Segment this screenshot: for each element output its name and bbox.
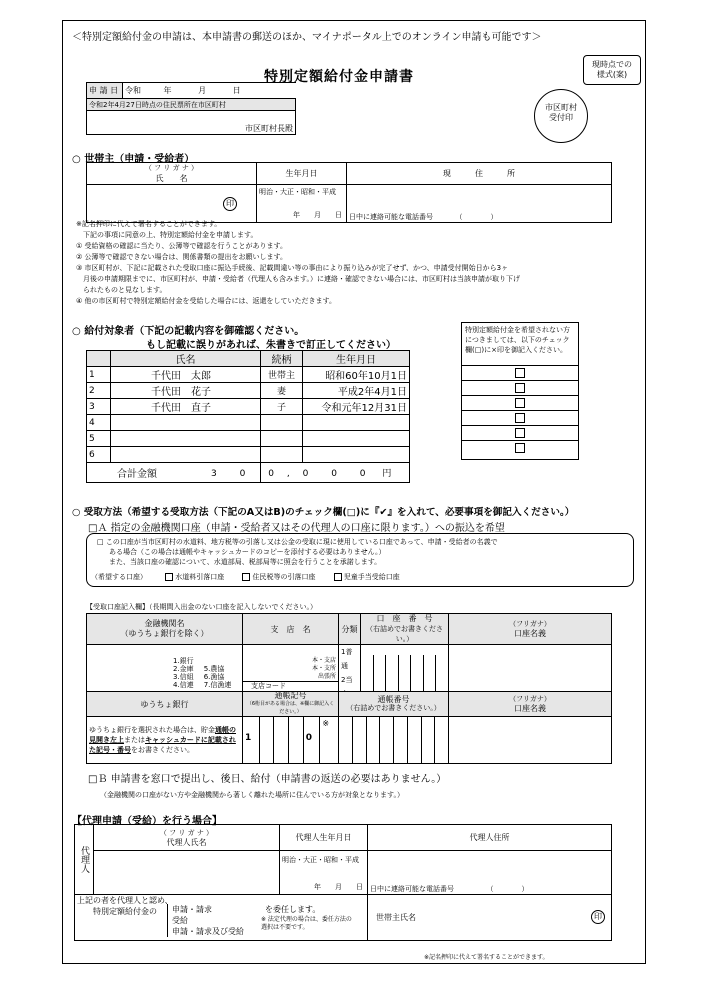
recipient-name[interactable]: 千代田 太郎: [111, 367, 261, 383]
yucho-note: [87, 717, 243, 764]
branch-code-label: 支店コード: [243, 681, 338, 690]
optout-note: 特別定額給付金を希望されない方につきましては、以下のチェック欄(□)に×印を御記入ください。: [462, 323, 578, 366]
option-b-note: （金融機関の口座がない方や金融機関から著しく離れた場所に住んでいる方が対象となります。）: [100, 791, 404, 799]
account-heading: 【受取口座記入欄】（長期間入出金のない口座を記入しないでください。）: [86, 603, 317, 611]
bank-type: 3.信組: [173, 673, 194, 681]
stamp-line-2: 受付印: [549, 113, 573, 122]
recipient-dob[interactable]: 昭和60年10月1日: [303, 367, 410, 383]
bank-type: 1.銀行: [173, 657, 194, 665]
recipients-section-title-2: もし記載に誤りがあれば、朱書きで訂正してください）: [146, 340, 396, 351]
yen-unit: 円: [382, 469, 392, 479]
yucho-table: [86, 691, 612, 764]
recipient-relation[interactable]: [261, 415, 303, 431]
passbook-number-label: 通帳番号: [377, 695, 410, 704]
acct-col-label: 口 座 番 号: [376, 614, 433, 623]
householder-name-label: 氏 名: [87, 173, 257, 185]
total-amount: [211, 463, 410, 483]
passbook-symbol-label: 通帳記号: [274, 691, 307, 700]
optout-row: [462, 396, 578, 411]
yucho-holder-col: [449, 692, 612, 717]
bank-type: 5.農協: [203, 665, 225, 673]
passbook-number-col: [339, 692, 449, 717]
row-no: 5: [87, 431, 111, 447]
proxy-address-label: 代理人住所: [368, 825, 612, 851]
bank-col: [87, 614, 243, 645]
table-row: [87, 383, 410, 399]
apply-date-month: 月: [198, 86, 207, 95]
delegation-option[interactable]: 申請・請求及び受給: [172, 927, 244, 936]
recipients-table: [86, 350, 410, 483]
proxy-name-label: 代理人氏名: [166, 837, 207, 847]
delegation-line-2: 特別定額給付金の: [93, 907, 157, 916]
table-row: [87, 399, 410, 415]
holder-col-label: 口座名義: [514, 629, 546, 638]
bank-col-sub: （ゆうちょ銀行を除く）: [120, 629, 209, 638]
proxy-era-options: 明治・大正・昭和・平成: [282, 856, 359, 864]
recipient-name[interactable]: [111, 431, 261, 447]
householder-dob-field[interactable]: [257, 185, 347, 223]
draft-version-box: [583, 55, 641, 85]
apply-date-day: 日: [232, 86, 241, 95]
col-name: 氏名: [111, 351, 261, 367]
householder-section-title: ○ 世帯主（申請・受給者）: [72, 154, 195, 165]
recipients-section-title: ○ 給付対象者（下記の記載内容を御確認ください。: [72, 326, 305, 337]
holder-col-label: 口座名義: [514, 704, 546, 713]
optout-checkbox[interactable]: [515, 383, 525, 393]
recipient-name[interactable]: [111, 447, 261, 463]
householder-phone-label: 日中に連絡可能な電話番号: [349, 213, 433, 221]
householder-note: 下記の事項に同意の上、特別定額給付金を申請します。: [76, 231, 258, 239]
delegation-note: ※ 法定代理の場合は、委任方法の選択は不要です。: [261, 916, 352, 931]
householder-table: [86, 162, 612, 223]
recipient-dob[interactable]: [303, 431, 410, 447]
col-dob: 生年月日: [303, 351, 410, 367]
proxy-side-label: 代理人: [75, 825, 94, 895]
desired-option[interactable]: [334, 573, 400, 581]
desired-account-label: （希望する口座）: [91, 573, 147, 581]
recipient-dob[interactable]: [303, 447, 410, 463]
optout-checkbox[interactable]: [515, 413, 525, 423]
public-account-line-1[interactable]: □ この口座が当市区町村の水道料、地方税等の引落し又は公金の受取に現に使用している口座であって、申請・受給者の名義で: [97, 538, 498, 546]
optout-row: [462, 381, 578, 396]
addressee[interactable]: 市区町村長殿: [87, 111, 296, 135]
checkbox[interactable]: [165, 573, 173, 581]
proxy-address-field[interactable]: [368, 851, 612, 895]
desired-option-label: 住民税等の引落口座: [252, 573, 316, 581]
passbook-symbol-sub: （6桁目がある場合は、※欄に御記入ください。）: [246, 701, 335, 715]
total-digit: 0: [331, 469, 337, 479]
optout-row: [462, 426, 578, 441]
proxy-name-col: [94, 825, 280, 851]
table-row: [87, 367, 410, 383]
receipt-section-title: ○ 受取方法（希望する受取方法（下記のA又はB)のチェック欄(□)に『✔』を入れて、必要事項を御記入ください。）: [72, 507, 575, 518]
proxy-dob-label: 代理人生年月日: [280, 825, 368, 851]
row-no: 2: [87, 383, 111, 399]
proxy-section-title: 【代理申請（受給）を行う場合】: [72, 816, 222, 827]
householder-note: ① 受給資格の確認に当たり、公簿等で確認を行うことがあります。: [76, 242, 287, 250]
public-account-line-3: また、当該口座の確認について、水道部局、税部局等に照会を行うことを承諾します。: [109, 558, 382, 566]
acct-col: [361, 614, 449, 645]
checkbox[interactable]: [242, 573, 250, 581]
householder-era-options: 明治・大正・昭和・平成: [259, 188, 336, 196]
recipient-relation[interactable]: 子: [261, 399, 303, 415]
desired-option[interactable]: [242, 573, 315, 581]
optout-row: [462, 366, 578, 381]
bank-type: 6.漁協: [203, 673, 225, 681]
householder-address-field[interactable]: [347, 185, 612, 223]
optout-checkbox[interactable]: [515, 443, 525, 453]
holder-col: [449, 614, 612, 645]
yucho-label: ゆうちょ銀行: [87, 692, 243, 717]
row-no: 6: [87, 447, 111, 463]
optout-checkbox[interactable]: [515, 428, 525, 438]
desired-option-label: 水道料引落口座: [175, 573, 225, 581]
desired-option[interactable]: [165, 573, 224, 581]
seal-mark-icon: 印: [223, 197, 237, 211]
holder-furigana: （フリガナ）: [509, 695, 551, 703]
delegation-line-1: 上記の者を代理人と認め、: [77, 896, 173, 905]
table-row: [87, 431, 410, 447]
householder-note: ④ 他の市区町村で特別定額給付金を受給した場合には、返還をしていただきます。: [76, 297, 336, 305]
yucho-holder-field[interactable]: [449, 717, 612, 764]
table-row: [87, 447, 410, 463]
account-type: 2当座: [341, 676, 353, 698]
householder-signature-field[interactable]: [368, 895, 612, 941]
branch-type: 本・支店: [311, 656, 336, 664]
householder-dob-label: 生年月日: [257, 163, 347, 185]
bank-account-table: [86, 613, 612, 702]
public-account-line-2: ある場合（この場合は通帳やキャッシュカードのコピーを添付する必要はありません。）: [109, 548, 386, 556]
apply-date-era: 令和: [125, 86, 141, 95]
recipient-dob[interactable]: [303, 415, 410, 431]
online-notice: ＜特別定額給付金の申請は、本申請書の郵送のほか、マイナポータル上でのオンライン申請も可能です＞: [72, 32, 542, 43]
form-title: 特別定額給付金申請書: [264, 69, 414, 85]
desired-account-row: [91, 572, 400, 582]
proxy-table: [74, 824, 612, 941]
row-no: 1: [87, 367, 111, 383]
option-b[interactable]: □Ｂ 申請書を窓口で提出し、後日、給付（申請書の返送の必要はありません。）: [88, 774, 447, 785]
stamp-line-1: 市区町村: [545, 103, 577, 112]
recipient-name[interactable]: [111, 415, 261, 431]
recipient-name[interactable]: 千代田 直子: [111, 399, 261, 415]
yucho-note-text: または: [124, 736, 145, 744]
total-digit: 0: [359, 469, 366, 479]
apply-date-field[interactable]: [123, 83, 296, 99]
householder-furigana: （ フ リ ガ ナ ）: [87, 163, 257, 174]
yucho-note-bold: 通帳の見開き左上: [89, 726, 236, 744]
recipient-dob[interactable]: 令和元年12月31日: [303, 399, 410, 415]
apply-date-label: 申 請 日: [87, 83, 123, 99]
footnote: ※記名押印に代えて署名することができます。: [424, 954, 549, 961]
total-digit: ,: [286, 469, 290, 479]
proxy-phone-label: 日中に連絡可能な電話番号: [370, 885, 454, 893]
total-digit: 0: [239, 469, 246, 479]
version-line-2: 様式(案): [596, 70, 628, 79]
reception-stamp: [534, 89, 588, 143]
holder-furigana: （フリガナ）: [509, 620, 551, 628]
recipient-relation[interactable]: [261, 431, 303, 447]
recipient-relation[interactable]: [261, 447, 303, 463]
symbol-asterisk: ※: [322, 719, 330, 728]
total-digit: 0: [302, 469, 309, 479]
type-col: 分類: [339, 614, 361, 645]
apply-date-year: 年: [163, 86, 172, 95]
apply-date-table: [86, 82, 296, 135]
acct-col-sub: （右詰めでお書きください。）: [366, 625, 443, 643]
symbol-digit: 0: [304, 717, 321, 763]
proxy-phone-paren: （ ）: [486, 885, 529, 893]
householder-note: ※記名押印に代えて署名することができます。: [76, 220, 222, 228]
version-line-1: 現時点での: [592, 60, 632, 69]
passbook-symbol-col: [243, 692, 339, 717]
yucho-note-text: ゆうちょ銀行を選択された場合は、貯金: [89, 726, 215, 734]
delegation-cell: [75, 895, 368, 941]
passbook-symbol-field[interactable]: [243, 717, 339, 764]
public-account-box: [86, 533, 634, 587]
optout-row: [462, 441, 578, 456]
optout-checkbox[interactable]: [515, 398, 525, 408]
addressee-note: 令和2年4月27日時点の住民票所在市区町村: [87, 99, 296, 111]
householder-phone-paren: （ ）: [455, 213, 498, 221]
householder-name-field[interactable]: [87, 185, 257, 223]
total-digit: 0: [268, 469, 274, 479]
total-label: 合計金額: [87, 463, 261, 483]
account-type: 1普通: [341, 648, 353, 670]
recipient-relation[interactable]: 世帯主: [261, 367, 303, 383]
col-relation: 続柄: [261, 351, 303, 367]
householder-note: られたものと見なします。: [76, 286, 167, 294]
delegation-option[interactable]: 受給: [172, 916, 188, 925]
householder-dob-ymd: 年 月 日: [293, 211, 342, 219]
symbol-digit: 1: [243, 717, 260, 763]
branch-col: 支 店 名: [243, 614, 339, 645]
yucho-note-text: をお書きください。: [131, 746, 194, 754]
branch-type: 出張所: [317, 672, 336, 680]
seal-mark-icon: 印: [591, 910, 605, 924]
bank-type: 2.金庫: [173, 665, 194, 673]
householder-signature-label: 世帯主氏名: [376, 913, 416, 922]
bank-col-label: 金融機関名: [144, 619, 185, 628]
optout-box: [461, 322, 579, 460]
optout-checkbox[interactable]: [515, 368, 525, 378]
householder-note: ② 公簿等で確認できない場合は、関係書類の提出をお願いします。: [76, 253, 287, 261]
delegation-verb: を委任します。: [265, 905, 321, 914]
householder-address-label: 現 住 所: [347, 163, 612, 185]
branch-type: 本・支所: [311, 664, 336, 672]
proxy-furigana: （ フ リ ガ ナ ）: [159, 828, 214, 837]
passbook-number-field[interactable]: [339, 717, 449, 764]
householder-notes: [76, 219, 520, 307]
proxy-dob-field[interactable]: [280, 851, 368, 895]
recipient-name[interactable]: 千代田 花子: [111, 383, 261, 399]
bank-type: 4.信連: [173, 681, 194, 689]
option-a[interactable]: □Ａ 指定の金融機関口座（申請・受給者又はその代理人の口座に限ります。）への振込を希望: [88, 523, 505, 534]
desired-option-label: 児童手当受給口座: [343, 573, 400, 581]
delegation-options: [167, 904, 244, 937]
optout-row: [462, 411, 578, 426]
checkbox[interactable]: [334, 573, 342, 581]
proxy-name-field[interactable]: [94, 851, 280, 895]
yucho-note-bold: キャッシュカードに記載された記号・番号: [89, 736, 236, 754]
total-digit: 3: [211, 469, 217, 479]
householder-note: 月後の申請期限までに、市区町村が、申請・受給者（代理人も含みます。）に連絡・確認できない場合には、市区町村は当該申請が取り下げ: [76, 275, 520, 283]
recipient-relation[interactable]: 妻: [261, 383, 303, 399]
row-no: 4: [87, 415, 111, 431]
householder-note: ③ 市区町村が、下記に記載された受取口座に振込手続後、記載間違い等の事由により振り込みが完了せず、かつ、申請受付開始日から3ヶ: [76, 264, 509, 272]
proxy-dob-ymd: 年 月 日: [314, 883, 363, 891]
bank-type: 7.信漁連: [203, 681, 232, 689]
row-no: 3: [87, 399, 111, 415]
recipient-dob[interactable]: 平成2年4月1日: [303, 383, 410, 399]
passbook-number-sub: （右詰めでお書きください。）: [346, 704, 441, 712]
delegation-option[interactable]: 申請・請求: [172, 905, 212, 914]
table-row: [87, 415, 410, 431]
